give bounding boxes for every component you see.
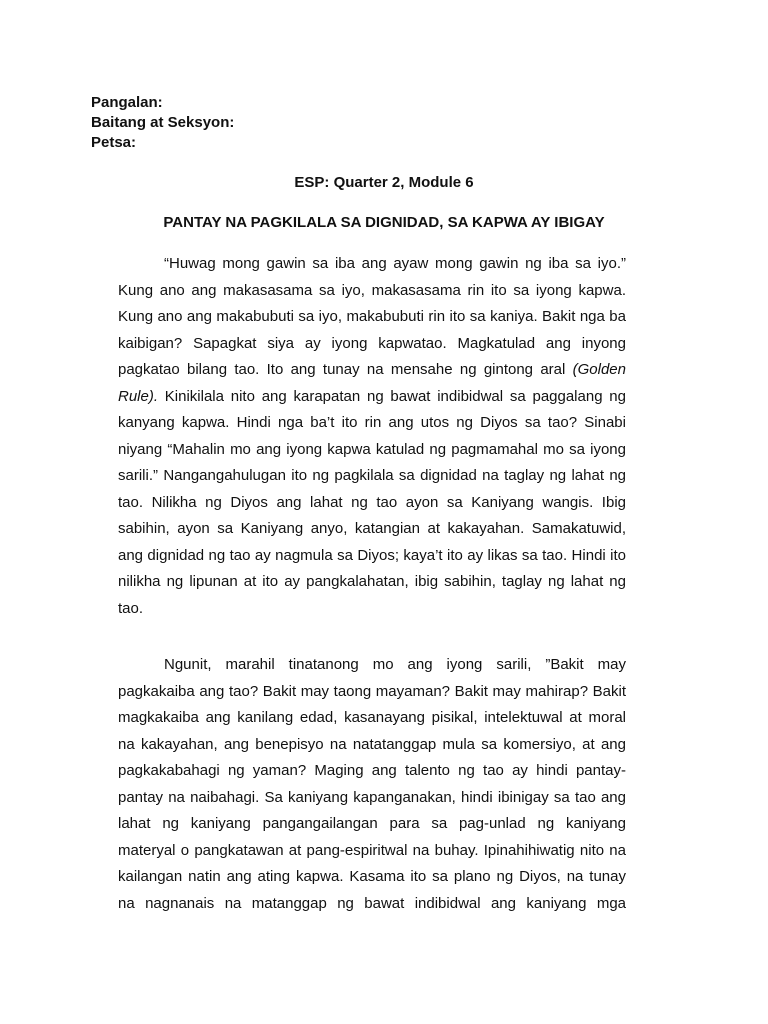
paragraph-line: pagkakaiba ang tao? Bakit may taong mayaman? Bakit may mahirap? Bakit bbox=[118, 682, 626, 700]
paragraph-line bbox=[118, 357, 626, 384]
golden-rule-italic: (Golden bbox=[572, 361, 626, 378]
paragraph-line: Ngunit, marahil tinatanong mo ang iyong sarili, ”Bakit may bbox=[164, 656, 626, 673]
grade-section-label: Baitang at Seksyon: bbox=[91, 114, 235, 131]
date-label: Petsa: bbox=[91, 134, 137, 151]
paragraph-2 bbox=[118, 652, 626, 917]
paragraph-line: kanyang kapwa. Hindi nga ba’t ito rin ang utos ng Diyos sa tao? Sinabi bbox=[118, 414, 626, 431]
paragraph-line: magkakaiba ang kanilang edad, kasanayang pisikal, intelektuwal at moral bbox=[118, 709, 626, 726]
paragraph-line: pantay na naibahagi. Sa kaniyang kapanganakan, hindi ibinigay sa tao ang bbox=[118, 788, 626, 806]
paragraph-line: nilikha ng lipunan at ito ay pangkalahatan, ibig sabihin, taglay ng lahat ng bbox=[118, 573, 626, 590]
paragraph-line: kailangan natin ang ating kapwa. Kasama ito sa plano ng Diyos, na tunay bbox=[118, 868, 626, 885]
paragraph-line: materyal o pangkatawan at pang-espiritwal na buhay. Ipinahihiwatig nito na bbox=[118, 841, 626, 859]
paragraph-line bbox=[118, 384, 626, 411]
paragraph-line: na kakayahan, ang benepisyo na natatanggap mula sa komersiyo, at ang bbox=[118, 735, 626, 753]
paragraph-line: ang dignidad ng tao ay nagmula sa Diyos; kaya’t ito ay likas sa tao. Hindi ito bbox=[118, 546, 626, 564]
paragraph-line: “Huwag mong gawin sa iba ang ayaw mong gawin ng iba sa iyo.” bbox=[164, 255, 626, 272]
main-title: PANTAY NA PAGKILALA SA DIGNIDAD, SA KAPWA AY IBIGAY bbox=[163, 214, 605, 231]
name-label: Pangalan: bbox=[91, 94, 163, 111]
paragraph-line: sarili.” Nangangahulugan ito ng pagkilala sa dignidad na taglay ng lahat ng bbox=[118, 467, 626, 484]
paragraph-line: sabihin, ayon sa Kaniyang anyo, katangian at kakayahan. Samakatuwid, bbox=[118, 520, 626, 537]
paragraph-line: tao. Nilikha ng Diyos ang lahat ng tao ayon sa Kaniyang wangis. Ibig bbox=[118, 493, 626, 511]
paragraph-line: Kung ano ang makabubuti sa iyo, makabubuti rin ito sa kaniya. Bakit nga ba bbox=[118, 308, 626, 325]
paragraph-line: kaibigan? Sapagkat siya ay iyong kapwatao. Magkatulad ang inyong bbox=[118, 334, 626, 352]
paragraph-line-text: pagkatao bilang tao. Ito ang tunay na mensahe ng gintong aral bbox=[118, 361, 566, 378]
paragraph-line: lahat ng kaniyang pangangailangan para sa pag-unlad ng kaniyang bbox=[118, 815, 626, 832]
paragraph-line: na nagnanais na matanggap ng bawat indibidwal ang kaniyang mga bbox=[118, 894, 626, 912]
paragraph-line-text: Kinikilala nito ang karapatan ng bawat indibidwal sa paggalang ng bbox=[158, 387, 626, 405]
paragraph-line: pagkakabahagi ng yaman? Maging ang talento ng tao ay hindi pantay- bbox=[118, 762, 626, 779]
module-title: ESP: Quarter 2, Module 6 bbox=[294, 174, 474, 191]
paragraph-line: niyang “Mahalin mo ang iyong kapwa katulad ng pagmamahal mo sa iyong bbox=[118, 440, 626, 458]
golden-rule-italic-end: Rule). bbox=[118, 387, 159, 405]
paragraph-line: tao. bbox=[118, 599, 144, 617]
student-info-fields bbox=[91, 93, 234, 153]
paragraph-line: Kung ano ang makasasama sa iyo, makasasama rin ito sa iyong kapwa. bbox=[118, 281, 626, 299]
paragraph-1 bbox=[118, 251, 626, 622]
